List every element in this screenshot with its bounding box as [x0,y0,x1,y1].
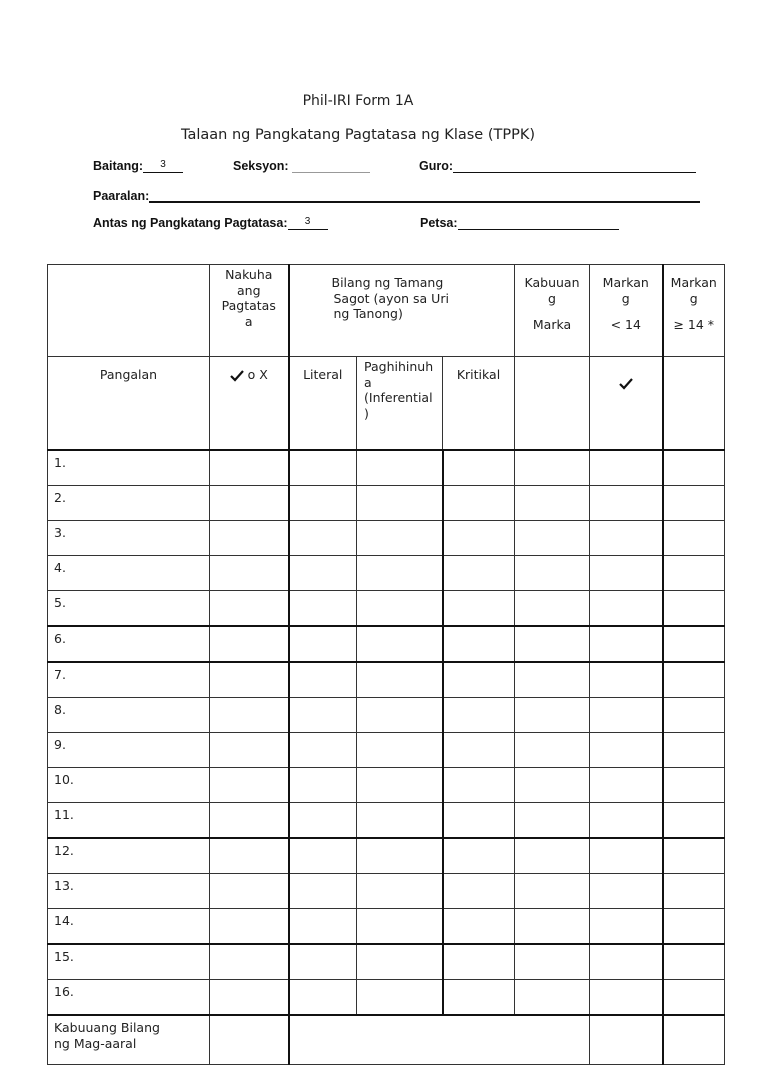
row-cell[interactable] [443,909,515,945]
row-cell[interactable] [357,450,443,486]
header-nakuha: Nakuha ang Pagtatas a [210,265,289,357]
row-cell[interactable] [663,698,725,733]
row-cell[interactable] [663,486,725,521]
row-cell[interactable] [289,768,357,803]
row-cell[interactable] [515,486,590,521]
header-bilang: Bilang ng Tamang Sagot (ayon sa Uri ng Tanong) [289,265,515,357]
row-number: 8. [48,698,210,733]
row-cell[interactable] [289,874,357,909]
row-cell[interactable] [663,591,725,627]
row-cell[interactable] [443,521,515,556]
row-cell[interactable] [210,486,289,521]
row-cell[interactable] [357,626,443,662]
row-cell[interactable] [590,521,663,556]
form-title: Phil-IRI Form 1A [302,93,414,109]
row-cell[interactable] [289,909,357,945]
row-cell[interactable] [663,944,725,980]
row-cell[interactable] [289,698,357,733]
row-number: 10. [48,768,210,803]
check-icon [619,378,633,390]
row-cell[interactable] [443,838,515,874]
row-cell[interactable] [515,733,590,768]
table-row [48,626,725,662]
seksyon-field [233,158,370,173]
row-cell[interactable] [515,521,590,556]
row-cell[interactable] [357,698,443,733]
row-cell[interactable] [590,662,663,698]
row-cell[interactable] [515,838,590,874]
row-cell[interactable] [357,838,443,874]
row-cell[interactable] [210,803,289,839]
table-row [48,556,725,591]
row-cell[interactable] [515,556,590,591]
row-cell[interactable] [289,980,357,1016]
row-cell[interactable] [357,733,443,768]
footer-nakuha-cell[interactable] [210,1015,289,1065]
footer-lt-cell[interactable] [590,1015,663,1065]
table-row [48,768,725,803]
row-cell[interactable] [515,803,590,839]
header-markang-ge: Markan g ≥ 14 * [663,265,725,357]
paaralan-label: Paaralan: [93,189,150,203]
footer-merged-cell [289,1015,590,1065]
row-cell[interactable] [357,521,443,556]
table-row [48,909,725,945]
paaralan-value[interactable] [149,187,700,203]
row-cell[interactable] [515,980,590,1016]
row-cell[interactable] [289,486,357,521]
row-cell[interactable] [210,980,289,1016]
row-cell[interactable] [663,803,725,839]
row-number: 7. [48,662,210,698]
row-cell[interactable] [357,944,443,980]
row-cell[interactable] [590,591,663,627]
header-check-or-x: o X [210,357,289,451]
row-cell[interactable] [590,556,663,591]
table-row [48,698,725,733]
row-cell[interactable] [663,556,725,591]
header-blank [48,265,210,357]
petsa-label: Petsa: [420,216,458,230]
row-cell[interactable] [663,768,725,803]
row-cell[interactable] [515,662,590,698]
row-cell[interactable] [357,909,443,945]
row-cell[interactable] [443,626,515,662]
row-cell[interactable] [663,662,725,698]
paaralan-field [93,187,700,203]
baitang-value[interactable]: 3 [143,158,183,173]
row-cell[interactable] [357,556,443,591]
table-row [48,874,725,909]
row-cell[interactable] [590,944,663,980]
row-cell[interactable] [663,838,725,874]
row-number: 1. [48,450,210,486]
header-markang-lt: Markan g < 14 [590,265,663,357]
row-cell[interactable] [357,980,443,1016]
row-cell[interactable] [210,662,289,698]
table-row [48,521,725,556]
row-cell[interactable] [289,521,357,556]
row-cell[interactable] [443,980,515,1016]
row-cell[interactable] [590,698,663,733]
row-cell[interactable] [590,803,663,839]
row-cell[interactable] [210,874,289,909]
petsa-field [420,215,619,230]
row-cell[interactable] [590,486,663,521]
header-pangalan: Pangalan [48,357,210,451]
row-cell[interactable] [443,874,515,909]
row-number: 12. [48,838,210,874]
row-cell[interactable] [289,662,357,698]
row-cell[interactable] [210,733,289,768]
header-paghihinuha: Paghihinuh a (Inferential ) [357,357,443,451]
row-cell[interactable] [515,591,590,627]
row-cell[interactable] [357,486,443,521]
row-cell[interactable] [443,768,515,803]
row-cell[interactable] [357,662,443,698]
assessment-table [47,264,725,1065]
row-cell[interactable] [590,626,663,662]
petsa-value[interactable] [458,215,619,230]
row-cell[interactable] [590,909,663,945]
row-cell[interactable] [289,626,357,662]
footer-label: Kabuuang Bilang ng Mag-aaral [48,1015,210,1065]
guro-label: Guro: [419,159,454,173]
row-cell[interactable] [289,733,357,768]
row-cell[interactable] [289,450,357,486]
table-row [48,486,725,521]
row-cell[interactable] [515,909,590,945]
row-number: 14. [48,909,210,945]
baitang-field [93,158,183,173]
header-ge-blank [663,357,725,451]
row-cell[interactable] [210,450,289,486]
row-cell[interactable] [663,450,725,486]
table-row [48,838,725,874]
row-cell[interactable] [210,698,289,733]
row-number: 11. [48,803,210,839]
row-number: 6. [48,626,210,662]
row-cell[interactable] [590,733,663,768]
seksyon-value[interactable] [292,158,370,173]
row-cell[interactable] [443,556,515,591]
row-cell[interactable] [289,944,357,980]
row-number: 3. [48,521,210,556]
guro-field [419,158,696,173]
row-cell[interactable] [357,874,443,909]
seksyon-label: Seksyon: [233,159,289,173]
row-number: 13. [48,874,210,909]
baitang-label: Baitang: [93,159,143,173]
antas-value[interactable]: 3 [288,215,328,230]
form-subtitle: Talaan ng Pangkatang Pagtatasa ng Klase (TPPK) [181,127,535,143]
row-number: 9. [48,733,210,768]
guro-value[interactable] [453,158,696,173]
row-cell[interactable] [357,768,443,803]
row-cell[interactable] [357,803,443,839]
antas-label: Antas ng Pangkatang Pagtatasa: [93,216,288,230]
row-cell[interactable] [663,909,725,945]
row-cell[interactable] [590,450,663,486]
row-cell[interactable] [515,874,590,909]
header-literal: Literal [289,357,357,451]
header-kritikal: Kritikal [443,357,515,451]
row-cell[interactable] [663,626,725,662]
row-cell[interactable] [590,768,663,803]
row-cell[interactable] [590,980,663,1016]
header-kabuuan: Kabuuan g Marka [515,265,590,357]
row-cell[interactable] [443,698,515,733]
row-cell[interactable] [515,698,590,733]
table-row [48,980,725,1016]
row-cell[interactable] [663,874,725,909]
row-cell[interactable] [590,838,663,874]
row-cell[interactable] [210,909,289,945]
header-lt-check [590,357,663,451]
table-row [48,450,725,486]
row-cell[interactable] [663,733,725,768]
row-cell[interactable] [289,556,357,591]
row-cell[interactable] [210,521,289,556]
row-cell[interactable] [210,768,289,803]
row-cell[interactable] [515,768,590,803]
row-cell[interactable] [210,838,289,874]
header-kabuuan-blank [515,357,590,451]
row-cell[interactable] [289,838,357,874]
row-cell[interactable] [663,521,725,556]
row-cell[interactable] [443,803,515,839]
antas-field [93,215,328,230]
row-number: 5. [48,591,210,627]
row-cell[interactable] [443,486,515,521]
row-cell[interactable] [443,591,515,627]
row-cell[interactable] [590,874,663,909]
table-row [48,944,725,980]
row-number: 4. [48,556,210,591]
row-cell[interactable] [443,662,515,698]
row-cell[interactable] [443,733,515,768]
row-cell[interactable] [289,591,357,627]
row-cell[interactable] [443,944,515,980]
row-cell[interactable] [515,944,590,980]
row-cell[interactable] [210,626,289,662]
footer-ge-cell[interactable] [663,1015,725,1065]
row-number: 16. [48,980,210,1016]
table-row [48,803,725,839]
row-cell[interactable] [663,980,725,1016]
row-cell[interactable] [210,556,289,591]
row-cell[interactable] [210,944,289,980]
row-cell[interactable] [515,626,590,662]
table-row [48,662,725,698]
row-number: 15. [48,944,210,980]
row-cell[interactable] [289,803,357,839]
row-cell[interactable] [210,591,289,627]
table-row [48,591,725,627]
check-icon [230,370,244,382]
row-cell[interactable] [357,591,443,627]
table-row [48,733,725,768]
row-cell[interactable] [443,450,515,486]
row-number: 2. [48,486,210,521]
row-cell[interactable] [515,450,590,486]
